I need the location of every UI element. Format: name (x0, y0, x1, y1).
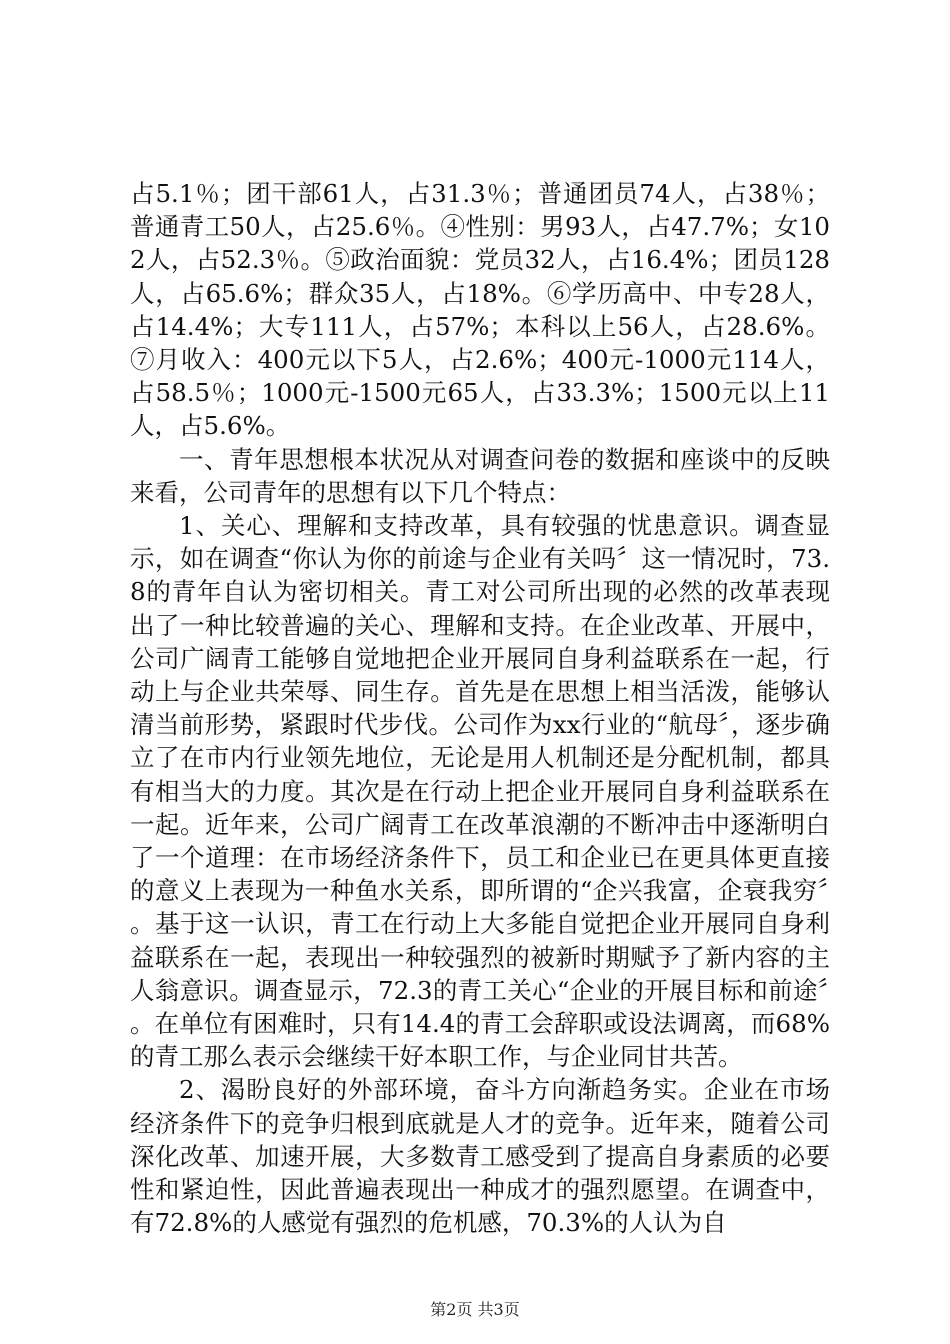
page-number-footer: 第2页 共3页 (430, 1300, 520, 1319)
document-body (130, 177, 830, 1240)
paragraph-section-heading: 一、青年思想根本状况从对调查问卷的数据和座谈中的反映来看，公司青年的思想有以下几个特点： (130, 444, 830, 507)
paragraph-statistics: 占5.1％；团干部61人，占31.3％；普通团员74人，占38％；普通青工50人，占25.6％。④性别：男93人，占47.7%；女102人，占52.3％。⑤政治面貌：党员32人，占16.4%；团员128人，占65.6%；群众35人，占18%。⑥学历高中、中专28人，占14.4%；大专111人，占57%；本科以上56人，占28.6%。⑦月收入：400元以下5人，占2.6%；400元-1000元114人，占58.5％；1000元-1500元65人，占33.3%；1500元以上11人，占5.6%。 (130, 179, 830, 441)
paragraph-point-2: 2、渴盼良好的外部环境，奋斗方向渐趋务实。企业在市场经济条件下的竞争归根到底就是人才的竞争。近年来，随着公司深化改革、加速开展，大多数青工感受到了提高自身素质的必要性和紧迫性，因此普遍表现出一种成才的强烈愿望。在调查中，有72.8%的人感觉有强烈的危机感，70.3%的人认为自 (130, 1075, 830, 1238)
paragraph-point-1: 1、关心、理解和支持改革，具有较强的忧患意识。调查显示，如在调查“你认为你的前途与企业有关吗〞这一情况时，73.8的青年自认为密切相关。青工对公司所出现的必然的改革表现出了一种比较普遍的关心、理解和支持。在企业改革、开展中，公司广阔青工能够自觉地把企业开展同自身利益联系在一起，行动上与企业共荣辱、同生存。首先是在思想上相当活泼，能够认清当前形势，紧跟时代步伐。公司作为xx行业的“航母〞，逐步确立了在市内行业领先地位，无论是用人机制还是分配机制，都具有相当大的力度。其次是在行动上把企业开展同自身利益联系在一起。近年来，公司广阔青工在改革浪潮的不断冲击中逐渐明白了一个道理：在市场经济条件下，员工和企业已在更具体更直接的意义上表现为一种鱼水关系，即所谓的“企兴我富，企衰我穷〞。基于这一认识，青工在行动上大多能自觉把企业开展同自身利益联系在一起，表现出一种较强烈的被新时期赋予了新内容的主人翁意识。调查显示，72.3的青工关心“企业的开展目标和前途〞。在单位有困难时，只有14.4的青工会辞职或设法调离，而68%的青工那么表示会继续干好本职工作，与企业同甘共苦。 (130, 511, 830, 1072)
